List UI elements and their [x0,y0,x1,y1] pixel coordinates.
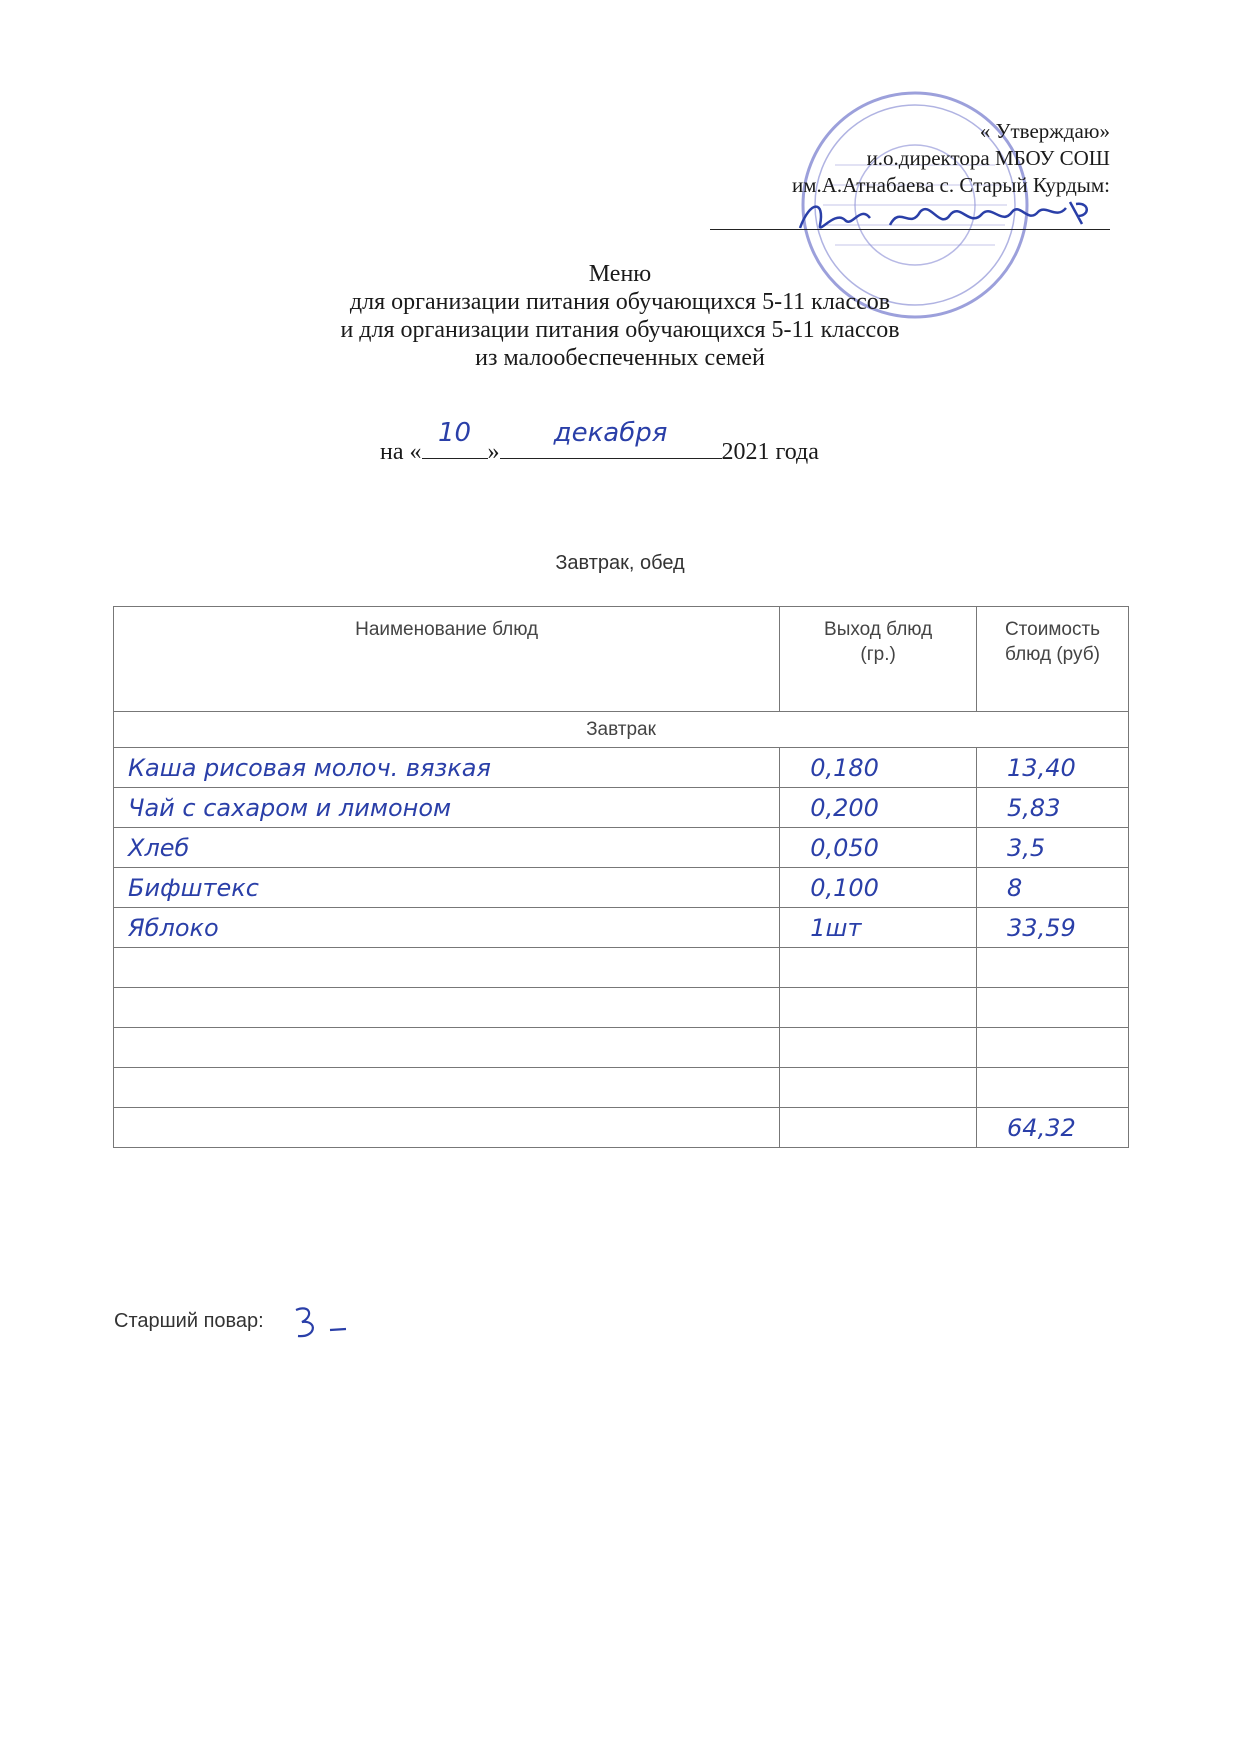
table-row [114,948,1129,988]
table-header-row [114,607,1129,712]
section-row [114,712,1129,748]
dish-name: Бифштекс [114,868,780,908]
dish-cost: 5,83 [977,788,1129,828]
menu-table [113,606,1129,1148]
director-signature [790,190,1110,240]
dish-output [780,948,977,988]
table-row [114,1028,1129,1068]
meal-label: Завтрак, обед [555,552,685,574]
date-prefix: на « [380,439,422,465]
cook-signature [290,1302,350,1342]
total-row [114,1108,1129,1148]
table-row [114,908,1129,948]
date-month-field [500,418,722,459]
title-line-3: и для организации питания обучающихся 5-11 классов [340,317,900,343]
total-empty-cell [114,1108,780,1148]
dish-output: 0,100 [780,868,977,908]
cook-label: Старший повар: [114,1310,264,1332]
title-line-2: для организации питания обучающихся 5-11 классов [349,289,891,315]
dish-output: 1шт [780,908,977,948]
dish-name: Яблоко [114,908,780,948]
dish-name [114,948,780,988]
date-month: декабря [553,418,668,448]
header-cost [977,607,1129,712]
table-row [114,988,1129,1028]
dish-output [780,1068,977,1108]
approval-line-2: и.о.директора МБОУ СОШ [866,146,1110,170]
date-suffix: 2021 года [721,439,819,465]
dish-name [114,1068,780,1108]
dish-cost: 8 [977,868,1129,908]
dish-cost: 3,5 [977,828,1129,868]
total-cost: 64,32 [977,1108,1129,1148]
date-mid: » [487,439,500,465]
approval-line-3: им.А.Атнабаева с. Старый Курдым: [791,173,1110,197]
approval-line-1: « Утверждаю» [979,119,1110,143]
dish-name [114,988,780,1028]
header-dish-name: Наименование блюд [114,607,780,712]
dish-cost [977,948,1129,988]
dish-cost [977,988,1129,1028]
section-label: Завтрак [114,712,1129,748]
dish-output: 0,180 [780,748,977,788]
total-empty-cell [780,1108,977,1148]
table-row [114,828,1129,868]
table-row [114,788,1129,828]
dish-cost: 13,40 [977,748,1129,788]
header-cost-text: Стоимость блюд (руб) [1004,619,1101,665]
dish-name [114,1028,780,1068]
title-line-4: из малообеспеченных семей [475,345,765,371]
header-output [780,607,977,712]
dish-name: Каша рисовая молоч. вязкая [114,748,780,788]
dish-output [780,988,977,1028]
table-row [114,1068,1129,1108]
dish-output [780,1028,977,1068]
title-line-1: Меню [588,261,652,287]
dish-cost: 33,59 [977,908,1129,948]
approval-block [792,118,1110,199]
dish-name: Чай с сахаром и лимоном [114,788,780,828]
table-row [114,868,1129,908]
dish-cost [977,1028,1129,1068]
document-title [0,260,1240,372]
dish-name: Хлеб [114,828,780,868]
date-day-field [422,418,488,459]
table-row [114,748,1129,788]
date-day: 10 [437,418,472,448]
dish-output: 0,050 [780,828,977,868]
dish-output: 0,200 [780,788,977,828]
header-output-text: Выход блюд (гр.) [824,619,933,665]
dish-cost [977,1068,1129,1108]
menu-date [380,418,819,466]
